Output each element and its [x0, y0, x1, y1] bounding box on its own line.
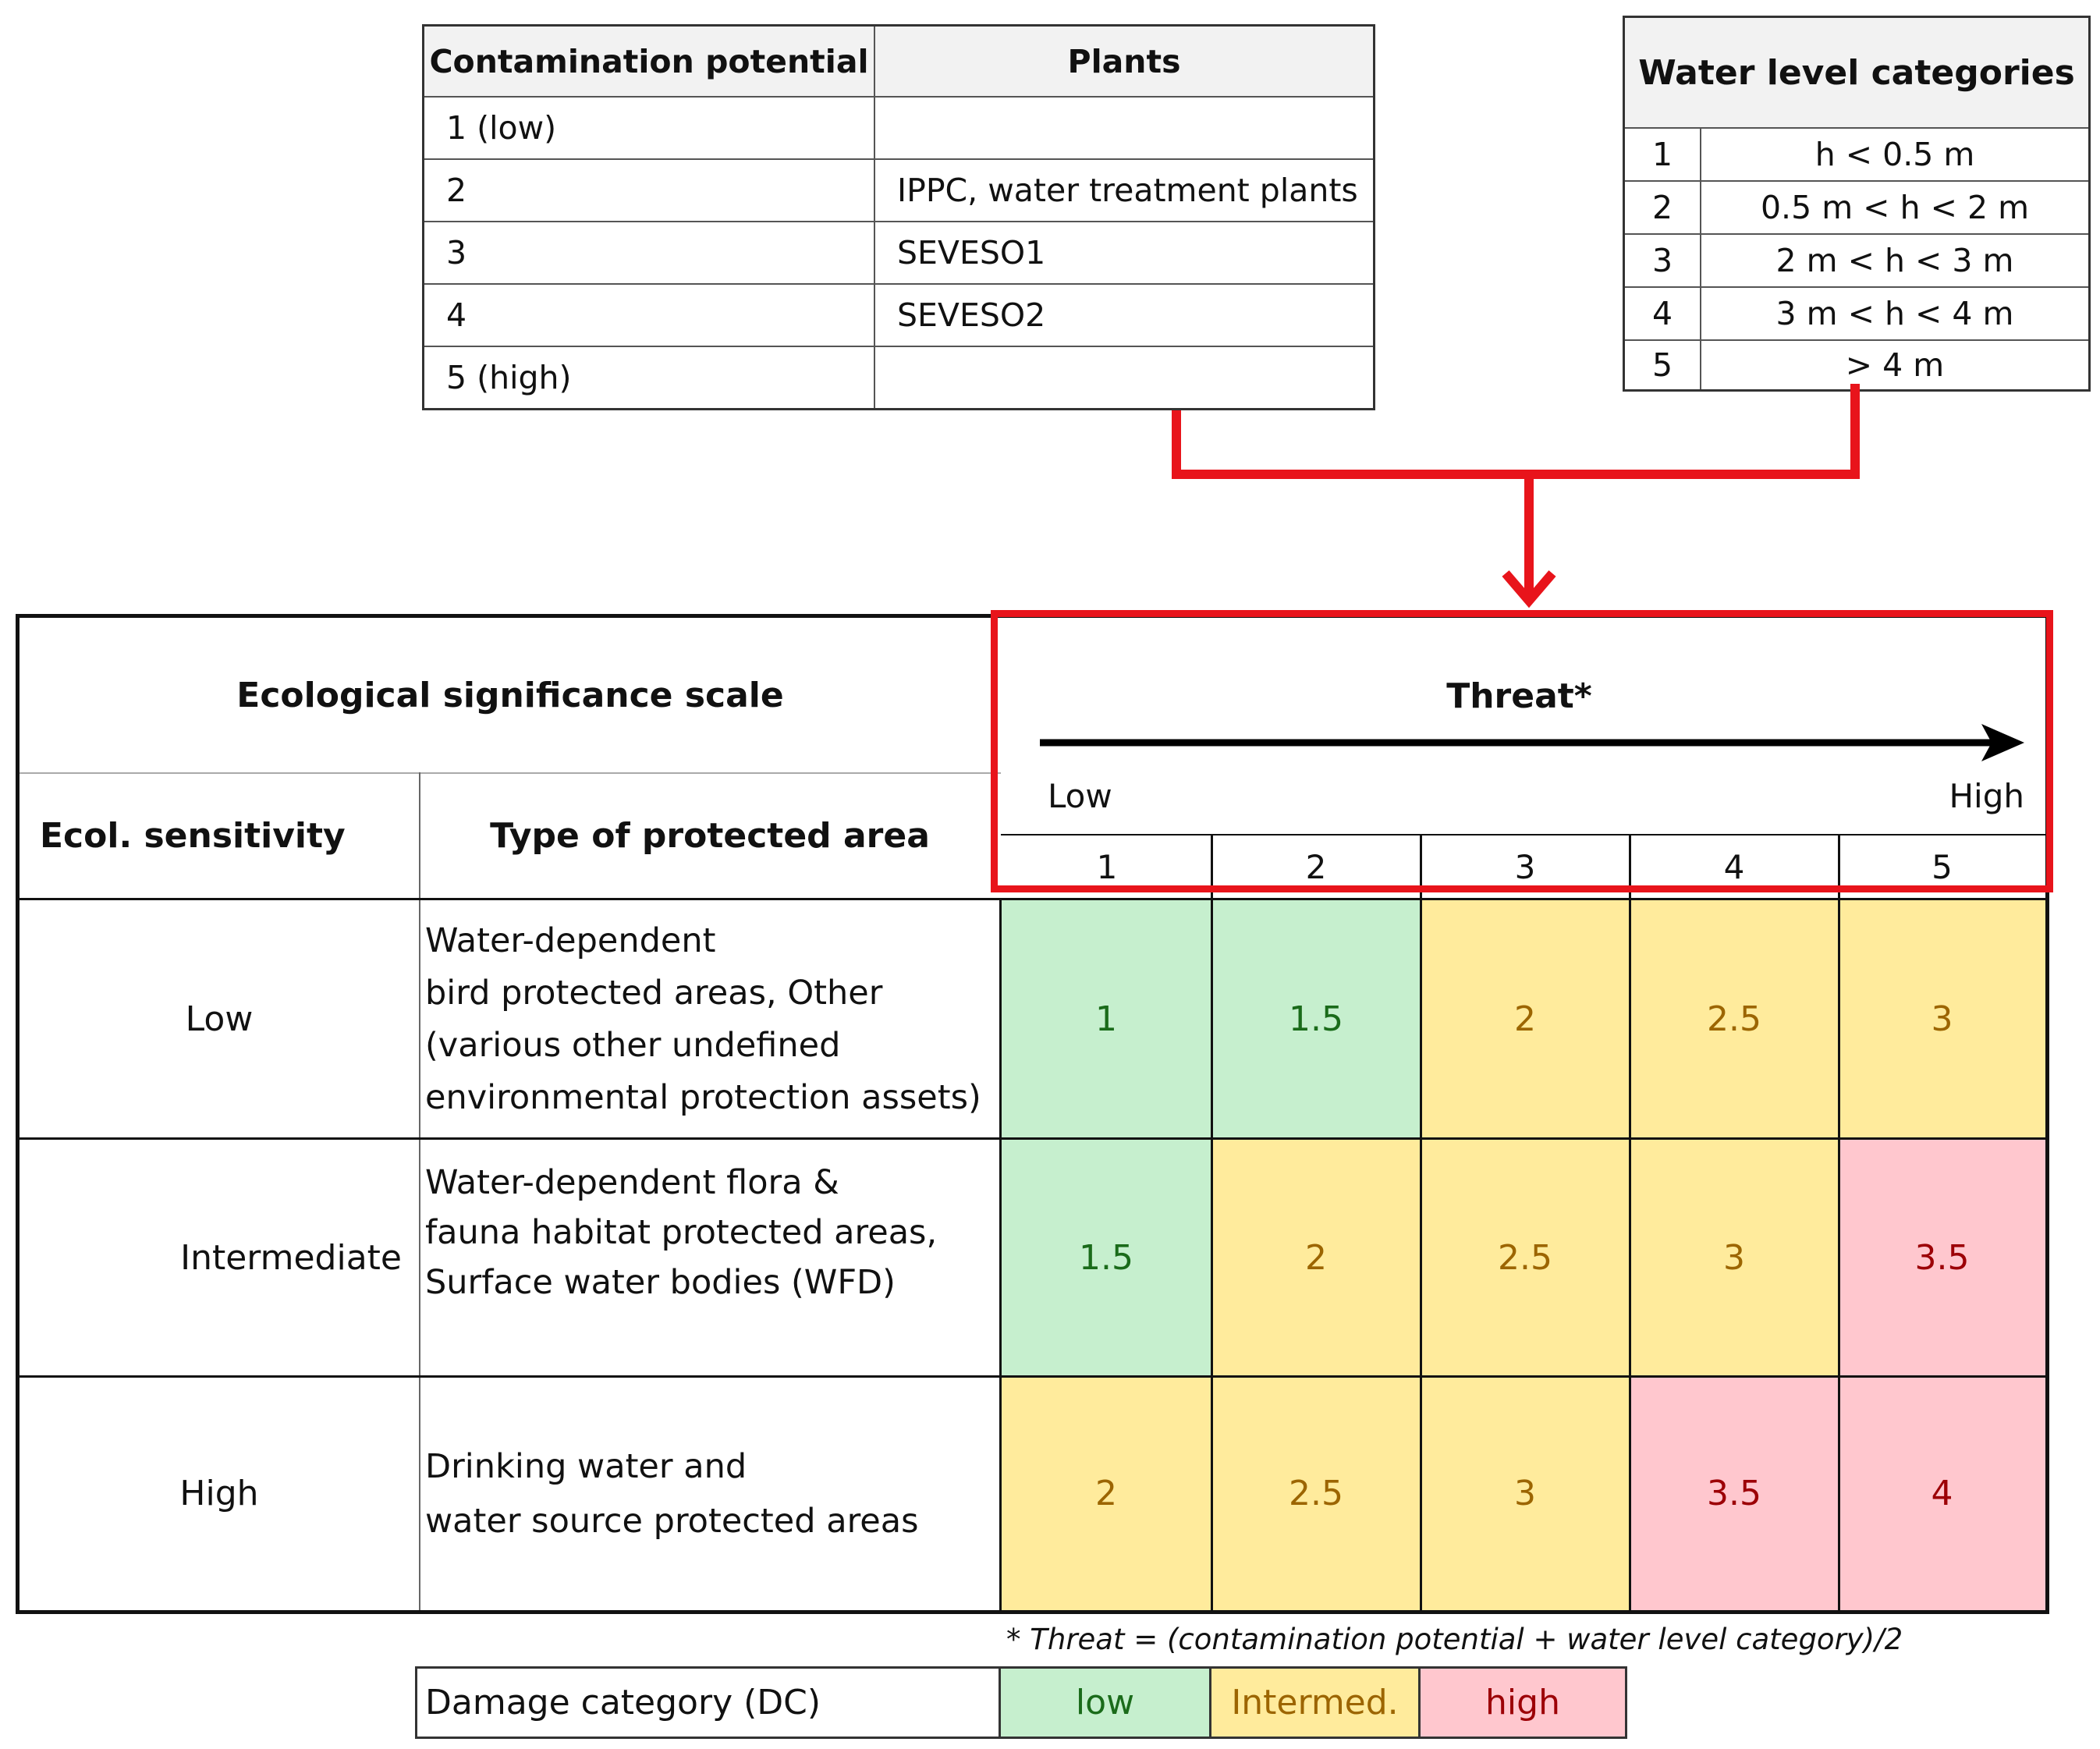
damage-category-legend — [415, 1666, 1632, 1739]
plants-header: Plants — [875, 27, 1373, 98]
grid-line — [20, 772, 1001, 774]
damage-cell: 2.5 — [1421, 1139, 1630, 1377]
ecol-sensitivity-header: Ecol. sensitivity — [40, 816, 346, 856]
damage-cell: 1 — [1001, 899, 1211, 1139]
damage-legend-label: Damage category (DC) — [415, 1666, 999, 1739]
contamination-header: Contamination potential — [424, 27, 875, 98]
legend-low: low — [999, 1666, 1209, 1739]
grid-line — [20, 1375, 2045, 1378]
damage-cell: 2.5 — [1211, 1377, 1421, 1610]
damage-cell: 2 — [1001, 1377, 1211, 1610]
damage-cell: 1.5 — [1211, 899, 1421, 1139]
wl-category-cell: 4 — [1625, 288, 1701, 341]
cp-level-cell: 1 (low) — [424, 98, 875, 160]
damage-cell: 2 — [1421, 899, 1630, 1139]
wl-range-cell: 0.5 m < h < 2 m — [1701, 182, 2088, 235]
area-type-header: Type of protected area — [490, 816, 930, 856]
grid-line — [20, 898, 2045, 900]
damage-cell: 3 — [1839, 899, 2045, 1139]
cp-plants-cell: SEVESO2 — [875, 285, 1373, 347]
water-level-title: Water level categories — [1625, 18, 2088, 129]
area-type-low: Water-dependent bird protected areas, Other (various other undefined environmental protection assets) — [425, 921, 981, 1117]
damage-cell: 1.5 — [1001, 1139, 1211, 1377]
wl-category-cell: 2 — [1625, 182, 1701, 235]
threat-footnote: * Threat = (contamination potential + water level category)/2 — [1006, 1623, 1903, 1656]
cp-plants-cell: IPPC, water treatment plants — [875, 160, 1373, 222]
grid-line — [20, 1137, 2045, 1140]
wl-range-cell: > 4 m — [1845, 346, 1945, 384]
threat-title: Threat* — [1446, 676, 1592, 716]
cp-level-cell: 3 — [424, 222, 875, 285]
grid-line — [1420, 835, 1422, 1610]
threat-high-label: High — [1949, 776, 2024, 815]
damage-cell: 4 — [1839, 1377, 2045, 1610]
threat-level-1: 1 — [1096, 848, 1118, 886]
sensitivity-low: Low — [185, 999, 254, 1039]
grid-line — [1629, 835, 1631, 1610]
area-type-high: Drinking water and water source protected areas — [425, 1446, 919, 1541]
wl-category-cell: 1 — [1625, 129, 1701, 182]
damage-cell: 2.5 — [1630, 899, 1839, 1139]
sensitivity-high: High — [179, 1474, 259, 1513]
grid-line — [1838, 835, 1840, 1610]
damage-cell: 3.5 — [1839, 1139, 2045, 1377]
threat-level-4: 4 — [1723, 848, 1745, 886]
threat-low-label: Low — [1048, 776, 1112, 815]
cp-level-cell: 5 (high) — [424, 347, 875, 408]
wl-range-cell: 2 m < h < 3 m — [1701, 235, 2088, 288]
grid-line — [1211, 835, 1213, 1610]
legend-high: high — [1418, 1666, 1627, 1739]
ecological-scale-title: Ecological significance scale — [236, 675, 784, 715]
cp-plants-cell: SEVESO1 — [875, 222, 1373, 285]
wl-range-cell: h < 0.5 m — [1701, 129, 2088, 182]
threat-highlight-box — [991, 610, 2053, 892]
damage-cell: 3 — [1630, 1139, 1839, 1377]
damage-cell: 3.5 — [1630, 1377, 1839, 1610]
wl-category-cell: 5 — [1625, 341, 1701, 389]
cp-level-cell: 4 — [424, 285, 875, 347]
grid-line — [999, 899, 1002, 1610]
damage-cell: 3 — [1421, 1377, 1630, 1610]
damage-cell: 2 — [1211, 1139, 1421, 1377]
threat-level-2: 2 — [1305, 848, 1327, 886]
sensitivity-intermediate: Intermediate — [180, 1238, 402, 1278]
wl-category-cell: 3 — [1625, 235, 1701, 288]
wl-range-cell: 3 m < h < 4 m — [1701, 288, 2088, 341]
cp-level-cell: 2 — [424, 160, 875, 222]
connector-line — [1176, 384, 1855, 474]
threat-level-5: 5 — [1932, 848, 1953, 886]
threat-level-3: 3 — [1514, 848, 1536, 886]
area-type-intermediate: Water-dependent flora & fauna habitat protected areas, Surface water bodies (WFD) — [425, 1163, 938, 1302]
legend-intermediate: Intermed. — [1209, 1666, 1418, 1739]
